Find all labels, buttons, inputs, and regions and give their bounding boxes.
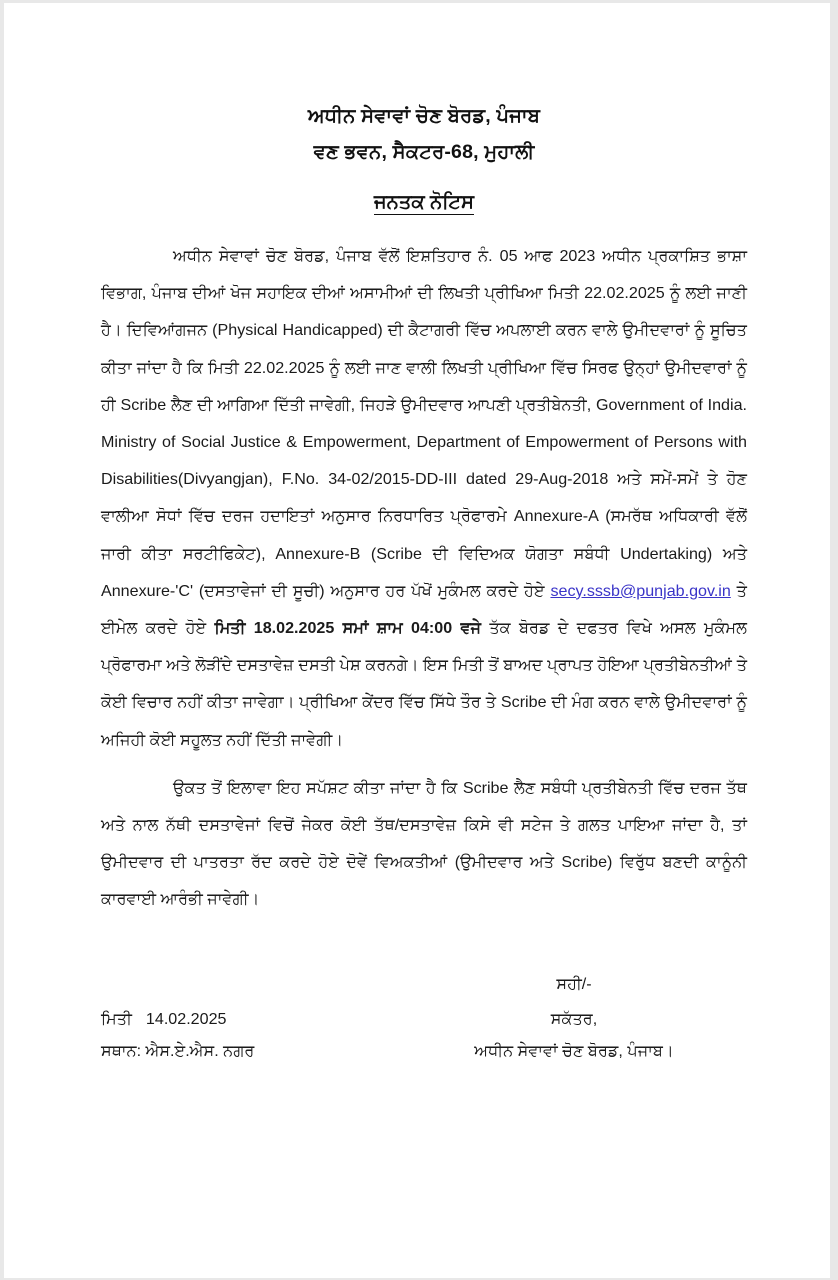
signature-sahi: ਸਹੀ/- (556, 975, 592, 993)
page-title: ਜਨਤਕ ਨੋਟਿਸ (373, 191, 475, 213)
authority-block (401, 1003, 747, 1067)
paragraph-1-part-2: ਤੇ ਈਮੇਲ ਕਰਦੇ ਹੋਏ (101, 581, 747, 638)
notice-page (4, 3, 830, 1278)
email-link[interactable]: secy.sssb@punjab.gov.in (550, 581, 731, 600)
date-row (101, 1003, 254, 1035)
organization-name-line1: ਅਧੀਨ ਸੇਵਾਵਾਂ ਚੋਣ ਬੋਰਡ, ਪੰਜਾਬ (307, 105, 541, 127)
notice-title-wrapper (101, 191, 747, 214)
paragraph-1-part-3: ਤੱਕ ਬੋਰਡ ਦੇ ਦਫਤਰ ਵਿਖੇ ਅਸਲ ਮੁਕੰਮਲ ਪ੍ਰੋਫਾਰਮਾ ਅਤੇ ਲੋੜੀਂਦੇ ਦਸਤਾਵੇਜ਼ ਦਸਤੀ ਪੇਸ਼ ਕਰਨਗੇ। ਇਸ ਮਿਤੀ ਤੋਂ ਬਾਅਦ ਪ੍ਰਾਪਤ ਹੋਇਆ ਪ੍ਰਤੀਬੇਨਤੀਆਂ ਤੇ ਕੋਈ ਵਿਚਾਰ ਨਹੀਂ ਕੀਤਾ ਜਾਵੇਗਾ। ਪ੍ਰੀਖਿਆ ਕੇਂਦਰ ਵਿੱਚ ਸਿੱਧੇ ਤੌਰ ਤੇ Scribe ਦੀ ਮੰਗ ਕਰਨ ਵਾਲੇ ਉਮੀਦਵਾਰਾਂ ਨੂੰ ਅਜਿਹੀ ਕੋਈ ਸਹੂਲਤ ਨਹੀਂ ਦਿੱਤੀ ਜਾਵੇਗੀ। (101, 619, 748, 749)
date-place-block (101, 1003, 254, 1067)
paragraph-1-part-1: ਅਧੀਨ ਸੇਵਾਵਾਂ ਚੋਣ ਬੋਰਡ, ਪੰਜਾਬ ਵੱਲੋਂ ਇਸ਼ਤਿਹਾਰ ਨੰ. 05 ਆਫ 2023 ਅਧੀਨ ਪ੍ਰਕਾਸ਼ਿਤ ਭਾਸ਼ਾ ਵਿਭਾਗ, ਪੰਜਾਬ ਦੀਆਂ ਖੋਜ ਸਹਾਇਕ ਦੀਆਂ ਅਸਾਮੀਆਂ ਦੀ ਲਿਖਤੀ ਪ੍ਰੀਖਿਆ ਮਿਤੀ 22.02.2025 ਨੂੰ ਲਈ ਜਾਣੀ ਹੈ। ਦਿਵਿਆਂਗਜਨ (Physical Handicapped) ਦੀ ਕੈਟਾਗਰੀ ਵਿੱਚ ਅਪਲਾਈ ਕਰਨ ਵਾਲੇ ਉਮੀਦਵਾਰਾਂ ਨੂੰ ਸੂਚਿਤ ਕੀਤਾ ਜਾਂਦਾ ਹੈ ਕਿ ਮਿਤੀ 22.02.2025 ਨੂੰ ਲਈ ਜਾਣ ਵਾਲੀ ਲਿਖਤੀ ਪ੍ਰੀਖਿਆ ਵਿੱਚ ਸਿਰਫ ਉਨ੍ਹਾਂ ਉਮੀਦਵਾਰਾਂ ਨੂੰ ਹੀ Scribe ਲੈਣ ਦੀ ਆਗਿਆ ਦਿੱਤੀ ਜਾਵੇਗੀ, ਜਿਹੜੇ ਉਮੀਦਵਾਰ ਆਪਣੀ ਪ੍ਰਤੀਬੇਨਤੀ, Government of India. Ministry of Social Justice & Empowerment, Department of Empowerment of Persons with Disabilities(Divyangjan), F.No. 34-02/2015-DD-III dated 29-Aug-2018 ਅਤੇ ਸਮੇਂ-ਸਮੇਂ ਤੇ ਹੋਣ ਵਾਲੀਆ ਸੋਧਾਂ ਵਿੱਚ ਦਰਜ ਹਦਾਇਤਾਂ ਅਨੁਸਾਰ ਨਿਰਧਾਰਿਤ ਪ੍ਰੋਫਾਰਮੇ Annexure-A (ਸਮਰੱਥ ਅਧਿਕਾਰੀ ਵੱਲੋਂ ਜਾਰੀ ਕੀਤਾ ਸਰਟੀਫਿਕੇਟ), Annexure-B (Scribe ਦੀ ਵਿਦਿਅਕ ਯੋਗਤਾ ਸਬੰਧੀ Undertaking) ਅਤੇ Annexure-'C' (ਦਸਤਾਵੇਜਾਂ ਦੀ ਸੂਚੀ) ਅਨੁਸਾਰ ਹਰ ਪੱਖੋਂ ਮੁਕੰਮਲ ਕਰਦੇ ਹੋਏ (101, 247, 747, 600)
signature-bottom-row (101, 1003, 747, 1067)
date-value: 14.02.2025 (145, 1010, 227, 1028)
date-label: ਮਿਤੀ (101, 1010, 132, 1028)
organization-address-line2: ਵਣ ਭਵਨ, ਸੈਕਟਰ-68, ਮੁਹਾਲੀ (313, 141, 535, 163)
deadline-text: ਮਿਤੀ 18.02.2025 ਸਮਾਂ ਸ਼ਾਮ 04:00 ਵਜੇ (214, 619, 482, 638)
signature-block (101, 969, 747, 1067)
place-row: ਸਥਾਨ: ਐਸ.ਏ.ਐਸ. ਨਗਰ (101, 1042, 255, 1060)
paragraph-2: ਉਕਤ ਤੋਂ ਇਲਾਵਾ ਇਹ ਸਪੱਸ਼ਟ ਕੀਤਾ ਜਾਂਦਾ ਹੈ ਕਿ Scribe ਲੈਣ ਸਬੰਧੀ ਪ੍ਰਤੀਬੇਨਤੀ ਵਿੱਚ ਦਰਜ ਤੱਥ ਅਤੇ ਨਾਲ ਨੱਥੀ ਦਸਤਾਵੇਜਾਂ ਵਿਚੋਂ ਜੇਕਰ ਕੋਈ ਤੱਥ/ਦਸਤਾਵੇਜ਼ ਕਿਸੇ ਵੀ ਸਟੇਜ ਤੇ ਗਲਤ ਪਾਇਆ ਜਾਂਦਾ ਹੈ, ਤਾਂ ਉਮੀਦਵਾਰ ਦੀ ਪਾਤਰਤਾ ਰੱਦ ਕਰਦੇ ਹੋਏ ਦੋਵੇਂ ਵਿਅਕਤੀਆਂ (ਉਮੀਦਵਾਰ ਅਤੇ Scribe) ਵਿਰੁੱਧ ਬਣਦੀ ਕਾਨੂੰਨੀ ਕਾਰਵਾਈ ਆਰੰਭੀ ਜਾਵੇਗੀ। (101, 778, 747, 909)
signature-authority: ਅਧੀਨ ਸੇਵਾਵਾਂ ਚੋਣ ਬੋਰਡ, ਪੰਜਾਬ। (474, 1042, 674, 1060)
notice-content (101, 3, 747, 919)
paragraph-1 (101, 238, 747, 759)
signature-designation: ਸਕੱਤਰ, (550, 1010, 598, 1028)
